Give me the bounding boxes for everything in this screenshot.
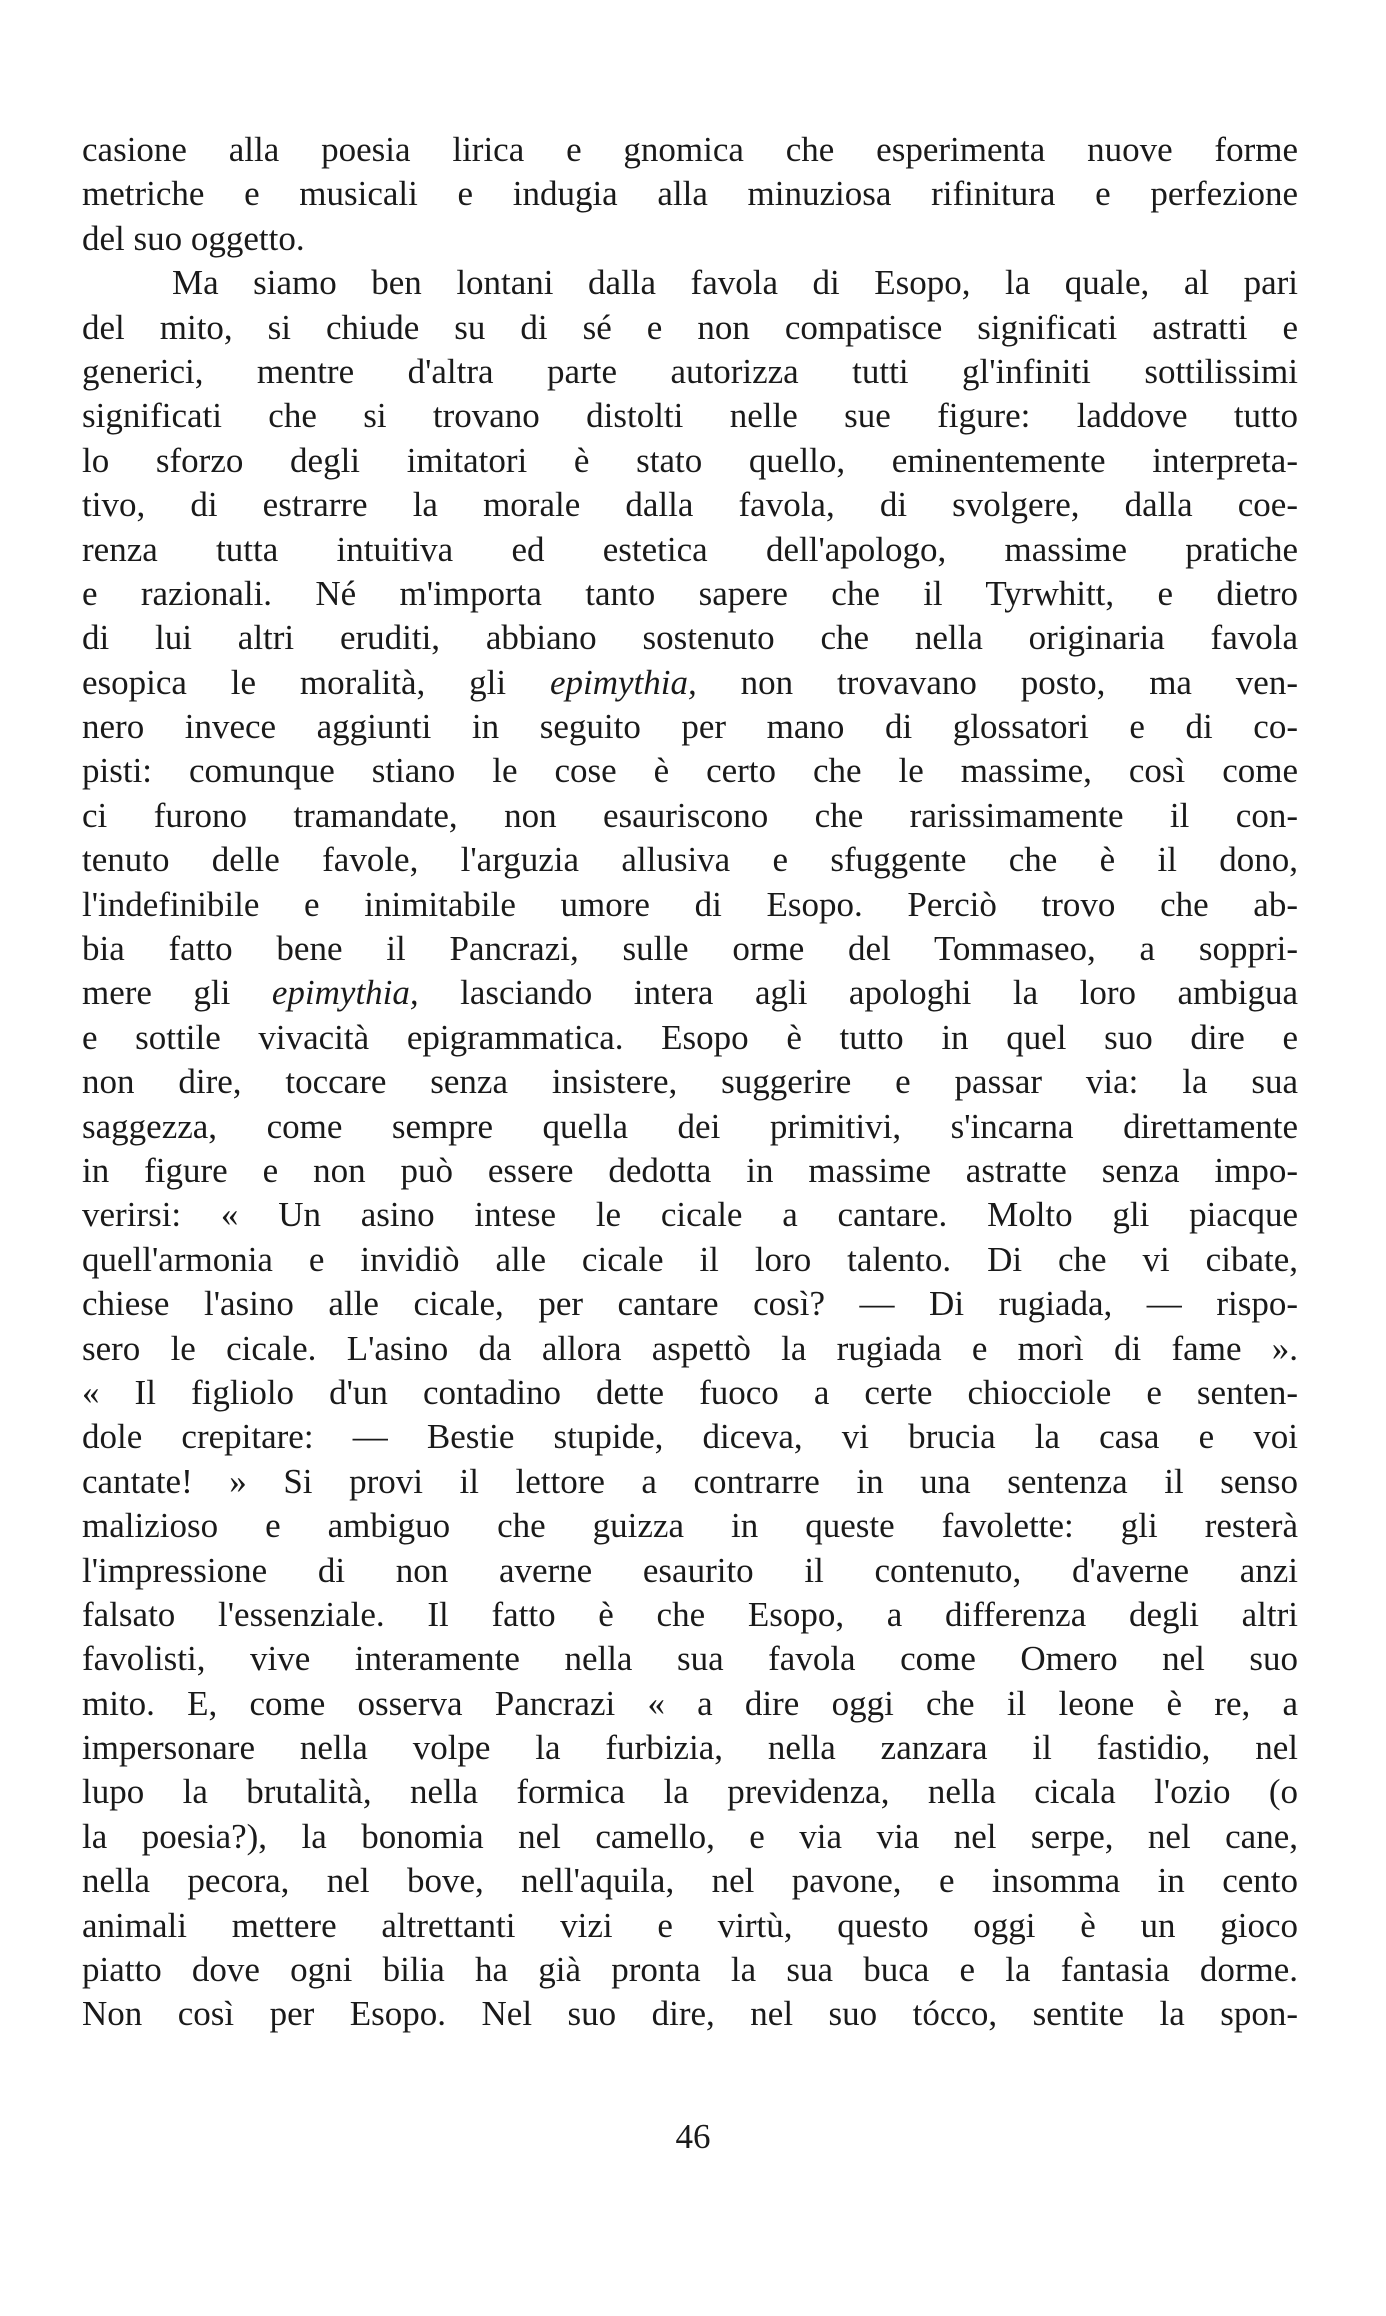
text-line: saggezza, come sempre quella dei primitivi, s'incarna direttamente [82, 1106, 1298, 1146]
text-line: la poesia?), la bonomia nel camello, e via via nel serpe, nel cane, [82, 1816, 1298, 1856]
text-line: renza tutta intuitiva ed estetica dell'apologo, massime pratiche [82, 529, 1298, 569]
text-segment: non trovavano posto, ma ven- [696, 662, 1298, 702]
text-segment: mere gli [82, 973, 272, 1013]
text-line: falsato l'essenziale. Il fatto è che Esopo, a differenza degli altri [82, 1594, 1298, 1634]
text-line: pisti: comunque stiano le cose è certo che le massime, così come [82, 751, 1298, 791]
text-line: favolisti, vive interamente nella sua favola come Omero nel suo [82, 1639, 1298, 1679]
text-line: « Il figliolo d'un contadino dette fuoco a certe chiocciole e senten- [82, 1372, 1298, 1412]
italic-term: epimythia, [271, 973, 419, 1013]
text-line: mito. E, come osserva Pancrazi « a dire oggi che il leone è re, a [82, 1683, 1298, 1723]
text-line [82, 661, 1298, 705]
text-line: quell'armonia e invidiò alle cicale il loro talento. Di che vi cibate, [82, 1239, 1298, 1279]
text-line: lo sforzo degli imitatori è stato quello, eminentemente interpreta- [82, 440, 1298, 480]
text-line: l'indefinibile e inimitabile umore di Esopo. Perciò trovo che ab- [82, 884, 1298, 924]
text-line: generici, mentre d'altra parte autorizza tutti gl'infiniti sottilissimi [82, 351, 1298, 391]
text-line: nero invece aggiunti in seguito per mano di glossatori e di co- [82, 707, 1298, 747]
text-segment: esopica le moralità, gli [82, 662, 550, 702]
text-line: lupo la brutalità, nella formica la previdenza, nella cicala l'ozio (o [82, 1772, 1298, 1812]
text-line: malizioso e ambiguo che guizza in queste favolette: gli resterà [82, 1506, 1298, 1546]
text-line: sero le cicale. L'asino da allora aspettò la rugiada e morì di fame ». [82, 1328, 1298, 1368]
text-line: chiese l'asino alle cicale, per cantare così? — Di rugiada, — rispo- [82, 1284, 1298, 1324]
text-line: nella pecora, nel bove, nell'aquila, nel pavone, e insomma in cento [82, 1861, 1298, 1901]
text-line: Non così per Esopo. Nel suo dire, nel suo tócco, sentite la spon- [82, 1994, 1298, 2034]
text-line: di lui altri eruditi, abbiano sostenuto che nella originaria favola [82, 618, 1298, 658]
text-line: cantate! » Si provi il lettore a contrarre in una sentenza il senso [82, 1461, 1298, 1501]
text-line: del mito, si chiude su di sé e non compatisce significati astratti e [82, 307, 1298, 347]
text-line: dole crepitare: — Bestie stupide, diceva, vi brucia la casa e voi [82, 1417, 1298, 1457]
text-line: in figure e non può essere dedotta in massime astratte senza impo- [82, 1150, 1298, 1190]
paragraph-first-line: Ma siamo ben lontani dalla favola di Esopo, la quale, al pari [172, 263, 1298, 303]
text-line: non dire, toccare senza insistere, suggerire e passar via: la sua [82, 1062, 1298, 1102]
text-line: l'impressione di non averne esaurito il contenuto, d'averne anzi [82, 1550, 1298, 1590]
text-line [82, 971, 1298, 1015]
text-line: significati che si trovano distolti nelle sue figure: laddove tutto [82, 396, 1298, 436]
text-line: casione alla poesia lirica e gnomica che esperimenta nuove forme [82, 130, 1298, 169]
text-line: ci furono tramandate, non esauriscono che rarissimamente il con- [82, 795, 1298, 835]
text-line: e sottile vivacità epigrammatica. Esopo è tutto in quel suo dire e [82, 1017, 1298, 1057]
text-line: tenuto delle favole, l'arguzia allusiva e sfuggente che è il dono, [82, 840, 1298, 880]
body-text [82, 128, 1298, 2037]
text-line: animali mettere altrettanti vizi e virtù, questo oggi è un gioco [82, 1905, 1298, 1945]
text-line: bia fatto bene il Pancrazi, sulle orme del Tommaseo, a soppri- [82, 929, 1298, 969]
italic-term: epimythia, [549, 662, 697, 702]
text-line: e razionali. Né m'importa tanto sapere che il Tyrwhitt, e dietro [82, 573, 1298, 613]
page-number: 46 [675, 2117, 711, 2156]
text-line: metriche e musicali e indugia alla minuziosa rifinitura e perfezione [82, 174, 1298, 214]
text-line: verirsi: « Un asino intese le cicale a cantare. Molto gli piacque [82, 1195, 1298, 1235]
text-line: del suo oggetto. [82, 218, 305, 258]
text-line: tivo, di estrarre la morale dalla favola, di svolgere, dalla coe- [82, 485, 1298, 525]
text-segment: lasciando intera agli apologhi la loro ambigua [418, 973, 1299, 1013]
text-line: impersonare nella volpe la furbizia, nella zanzara il fastidio, nel [82, 1728, 1298, 1768]
text-line: piatto dove ogni bilia ha già pronta la sua buca e la fantasia dorme. [82, 1950, 1298, 1990]
